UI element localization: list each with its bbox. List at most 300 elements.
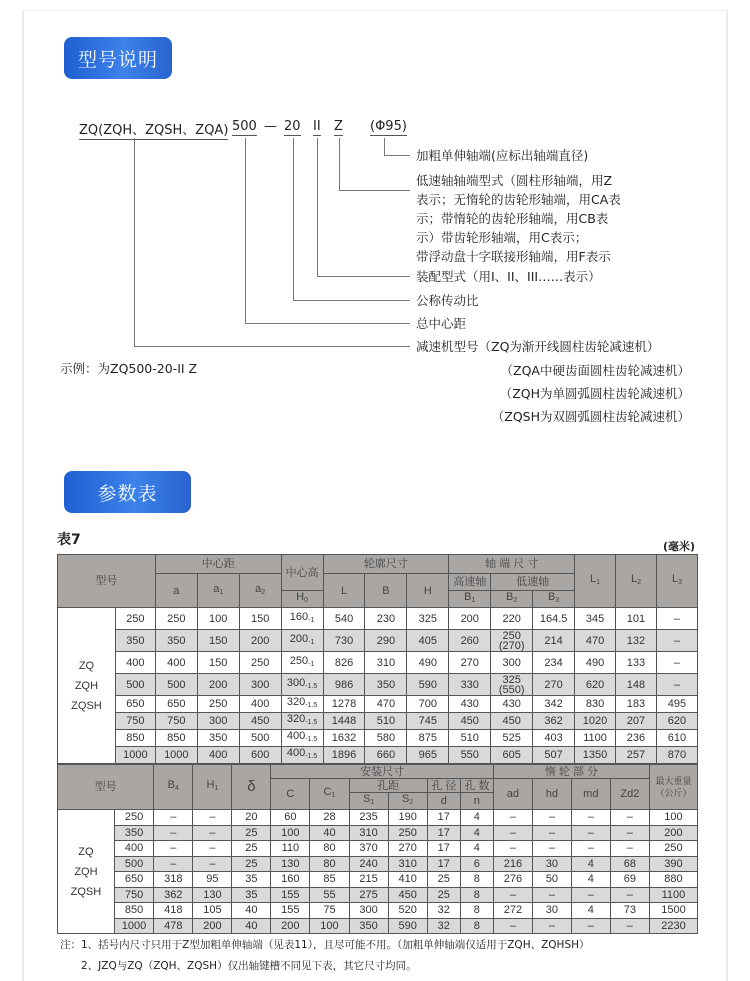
- cell-L3: –: [656, 608, 697, 630]
- cell-hd: 50: [532, 872, 571, 888]
- cell-Zd2: 69: [610, 872, 649, 888]
- cell-w: 2230: [649, 918, 697, 934]
- cell-a: 500: [155, 674, 197, 696]
- cell-size: 400: [114, 841, 153, 857]
- code-diameter: (Φ95): [370, 119, 407, 134]
- unit-label: (毫米): [663, 540, 696, 553]
- connector-line: [384, 155, 410, 156]
- cell-L: 1896: [323, 747, 365, 764]
- cell-md: 4: [571, 872, 610, 888]
- cell-C1: 75: [310, 903, 349, 919]
- cell-delta: 20: [232, 810, 271, 826]
- cell-L: 1632: [323, 730, 365, 747]
- cell-B: 310: [365, 652, 407, 674]
- cell-Zd2: –: [610, 918, 649, 934]
- cell-S2: 250: [388, 825, 427, 841]
- cell-C: 130: [271, 856, 310, 872]
- cell-a1: 150: [197, 652, 239, 674]
- cell-L: 540: [323, 608, 365, 630]
- header-ad: ad: [493, 779, 532, 810]
- example-text: 示例：为ZQ500-20-II Z: [60, 361, 198, 376]
- cell-size: 1000: [115, 747, 155, 764]
- header-md: md: [571, 779, 610, 810]
- cell-a2: 600: [239, 747, 281, 764]
- desc-line: 低速轴轴端型式（圆柱形轴端，用Z: [416, 173, 613, 188]
- cell-S1: 275: [349, 887, 388, 903]
- cell-L: 1448: [323, 713, 365, 730]
- cell-B3: 234: [533, 652, 575, 674]
- cell-B2: 250 (270): [491, 630, 533, 652]
- dimensions-table: [57, 554, 698, 764]
- cell-H1: 130: [193, 887, 232, 903]
- cell-w: 250: [649, 841, 697, 857]
- cell-a1: 100: [197, 608, 239, 630]
- model-name: ZQSH: [70, 885, 102, 898]
- cell-a: 750: [155, 713, 197, 730]
- cell-size: 650: [115, 696, 155, 713]
- cell-H1: –: [193, 810, 232, 826]
- cell-d: 17: [427, 825, 460, 841]
- cell-a2: 150: [239, 608, 281, 630]
- cell-n: 4: [460, 825, 493, 841]
- cell-L: 826: [323, 652, 365, 674]
- table-row: [58, 810, 698, 826]
- cell-B: 350: [365, 674, 407, 696]
- cell-S1: 235: [349, 810, 388, 826]
- cell-size: 400: [115, 652, 155, 674]
- cell-d: 17: [427, 810, 460, 826]
- code-shaft-type: Z: [334, 119, 343, 134]
- connector-line: [245, 323, 410, 324]
- cell-a2: 200: [239, 630, 281, 652]
- cell-H1: –: [193, 841, 232, 857]
- cell-S2: 270: [388, 841, 427, 857]
- cell-md: –: [571, 810, 610, 826]
- cell-B2: 450: [491, 713, 533, 730]
- cell-w: 100: [649, 810, 697, 826]
- cell-B: 230: [365, 608, 407, 630]
- cell-size: 650: [114, 872, 153, 888]
- cell-B4: 478: [154, 918, 193, 934]
- cell-L2: 183: [616, 696, 657, 713]
- model-name: ZQH: [74, 865, 98, 878]
- cell-S1: 215: [349, 872, 388, 888]
- table-row: [58, 825, 698, 841]
- header-zd2: Zd2: [610, 779, 649, 810]
- cell-a2: 400: [239, 696, 281, 713]
- header-H0: $H_0$: [281, 591, 323, 608]
- cell-C: 155: [271, 903, 310, 919]
- cell-L1: 1100: [575, 730, 616, 747]
- cell-w: 390: [649, 856, 697, 872]
- cell-H0: $250_{-1}$: [281, 652, 323, 674]
- cell-B1: 450: [449, 713, 491, 730]
- header-d: d: [427, 793, 460, 810]
- table-row: [58, 696, 698, 713]
- cell-L: 730: [323, 630, 365, 652]
- cell-a1: 150: [197, 630, 239, 652]
- cell-hd: –: [532, 841, 571, 857]
- cell-md: 4: [571, 856, 610, 872]
- cell-H: 490: [407, 652, 449, 674]
- cell-B: 660: [365, 747, 407, 764]
- desc-shaft-type: [416, 171, 621, 266]
- cell-C: 155: [271, 887, 310, 903]
- cell-B: 510: [365, 713, 407, 730]
- cell-B1: 550: [449, 747, 491, 764]
- cell-size: 250: [114, 810, 153, 826]
- cell-a1: 200: [197, 674, 239, 696]
- cell-md: –: [571, 887, 610, 903]
- cell-C1: 40: [310, 825, 349, 841]
- cell-H0: $160_{-1}$: [281, 608, 323, 630]
- cell-B2: 430: [491, 696, 533, 713]
- cell-ad: –: [493, 825, 532, 841]
- cell-H0: $400_{-1.5}$: [281, 747, 323, 764]
- cell-ad: 276: [493, 872, 532, 888]
- cell-L3: 870: [656, 747, 697, 764]
- table-row: [58, 856, 698, 872]
- cell-H1: 105: [193, 903, 232, 919]
- cell-B: 580: [365, 730, 407, 747]
- cell-hd: 30: [532, 903, 571, 919]
- desc-model: 减速机型号（ZQ为渐开线圆柱齿轮减速机）: [416, 339, 660, 354]
- cell-B3: 342: [533, 696, 575, 713]
- cell-H0: $400_{-1.5}$: [281, 730, 323, 747]
- cell-delta: 35: [232, 872, 271, 888]
- cell-a1: 350: [197, 730, 239, 747]
- cell-a2: 450: [239, 713, 281, 730]
- cell-n: 8: [460, 887, 493, 903]
- cell-md: 4: [571, 903, 610, 919]
- cell-hd: –: [532, 825, 571, 841]
- cell-C1: 28: [310, 810, 349, 826]
- cell-Zd2: –: [610, 841, 649, 857]
- cell-L2: 148: [616, 674, 657, 696]
- model-note-zqh: （ZQH为单圆弧圆柱齿轮减速机）: [499, 386, 690, 401]
- cell-S2: 410: [388, 872, 427, 888]
- cell-H1: 95: [193, 872, 232, 888]
- cell-n: 8: [460, 872, 493, 888]
- cell-C: 60: [271, 810, 310, 826]
- cell-L1: 1020: [575, 713, 616, 730]
- desc-assembly: 装配型式（用I、II、III……表示）: [416, 269, 601, 284]
- cell-C1: 100: [310, 918, 349, 934]
- cell-B4: –: [154, 825, 193, 841]
- table-row: [58, 674, 698, 696]
- cell-a: 250: [155, 608, 197, 630]
- cell-size: 250: [115, 608, 155, 630]
- cell-B4: 362: [154, 887, 193, 903]
- header-a1: $a_1$: [197, 574, 239, 608]
- cell-d: 25: [427, 872, 460, 888]
- cell-H0: $320_{-1.5}$: [281, 713, 323, 730]
- cell-C1: 80: [310, 856, 349, 872]
- connector-line: [317, 138, 318, 276]
- cell-a2: 500: [239, 730, 281, 747]
- header-model: 型号: [58, 555, 156, 608]
- connector-line: [293, 138, 294, 300]
- cell-L2: 257: [616, 747, 657, 764]
- note-2: 2、JZQ与ZQ（ZQH、ZQSH）仅出轴键槽不同见下表，其它尺寸均同。: [81, 960, 417, 972]
- cell-w: 200: [649, 825, 697, 841]
- notes: [60, 935, 590, 977]
- cell-S1: 370: [349, 841, 388, 857]
- cell-H0: $200_{-1}$: [281, 630, 323, 652]
- cell-S2: 520: [388, 903, 427, 919]
- cell-B1: 200: [449, 608, 491, 630]
- cell-L: 1278: [323, 696, 365, 713]
- cell-md: –: [571, 841, 610, 857]
- cell-Zd2: 73: [610, 903, 649, 919]
- cell-hd: 30: [532, 856, 571, 872]
- connector-line: [293, 300, 410, 301]
- table-row: [58, 652, 698, 674]
- cell-ad: –: [493, 810, 532, 826]
- connector-line: [245, 138, 246, 323]
- cell-n: 8: [460, 903, 493, 919]
- cell-B2: 325 (550): [491, 674, 533, 696]
- cell-B3: 214: [533, 630, 575, 652]
- cell-d: 32: [427, 903, 460, 919]
- cell-hd: –: [532, 810, 571, 826]
- cell-a2: 300: [239, 674, 281, 696]
- cell-Zd2: –: [610, 810, 649, 826]
- cell-md: –: [571, 825, 610, 841]
- installation-table: [57, 764, 698, 934]
- cell-ad: 216: [493, 856, 532, 872]
- cell-delta: 35: [232, 887, 271, 903]
- cell-Zd2: –: [610, 887, 649, 903]
- table-row: [58, 887, 698, 903]
- table-row: [58, 608, 698, 630]
- cell-B3: 507: [533, 747, 575, 764]
- cell-a: 650: [155, 696, 197, 713]
- cell-w: 1100: [649, 887, 697, 903]
- cell-H1: –: [193, 856, 232, 872]
- cell-d: 25: [427, 887, 460, 903]
- header-model: 型号: [58, 765, 154, 810]
- cell-delta: 25: [232, 841, 271, 857]
- cell-C1: 85: [310, 872, 349, 888]
- cell-ad: –: [493, 841, 532, 857]
- cell-a1: 300: [197, 713, 239, 730]
- cell-B1: 270: [449, 652, 491, 674]
- cell-L2: 133: [616, 652, 657, 674]
- header-L3: $L_3$: [656, 555, 697, 608]
- cell-L: 986: [323, 674, 365, 696]
- code-dash: —: [264, 119, 277, 134]
- section-title-parameters: 参数表: [64, 471, 191, 513]
- header-center-distance: 中心距: [155, 555, 281, 574]
- code-ratio: 20: [284, 119, 301, 134]
- desc-line: 带浮动盘十字联接形轴端，用F表示: [416, 249, 611, 264]
- cell-delta: 25: [232, 856, 271, 872]
- cell-B: 470: [365, 696, 407, 713]
- connector-line: [339, 190, 410, 191]
- desc-line: 示）带齿轮形轴端，用C表示；: [416, 230, 588, 245]
- cell-L3: –: [656, 630, 697, 652]
- header-a: a: [155, 574, 197, 608]
- cell-a: 850: [155, 730, 197, 747]
- code-center-distance: 500: [232, 119, 257, 134]
- cell-L1: 830: [575, 696, 616, 713]
- cell-L1: 345: [575, 608, 616, 630]
- cell-C: 100: [271, 825, 310, 841]
- header-n: n: [460, 793, 493, 810]
- cell-S1: 310: [349, 825, 388, 841]
- header-B2: $B_2$: [491, 591, 533, 608]
- header-B: B: [365, 574, 407, 608]
- cell-delta: 25: [232, 825, 271, 841]
- cell-B1: 260: [449, 630, 491, 652]
- cell-a1: 250: [197, 696, 239, 713]
- cell-d: 17: [427, 856, 460, 872]
- code-model: ZQ(ZQH、ZQSH、ZQA): [79, 119, 228, 140]
- cell-H: 965: [407, 747, 449, 764]
- cell-S1: 240: [349, 856, 388, 872]
- model-name: ZQ: [78, 845, 94, 858]
- desc-line: 表示；无惰轮的齿轮形轴端，用CA表: [416, 192, 621, 207]
- table-row: [58, 730, 698, 747]
- desc-ratio: 公称传动比: [416, 293, 479, 308]
- cell-a: 350: [155, 630, 197, 652]
- cell-B2: 220: [491, 608, 533, 630]
- cell-H: 405: [407, 630, 449, 652]
- cell-B3: 403: [533, 730, 575, 747]
- table-row: [58, 841, 698, 857]
- header-C: C: [271, 779, 310, 810]
- table-title: 表7: [57, 532, 81, 548]
- cell-B2: 300: [491, 652, 533, 674]
- cell-S2: 190: [388, 810, 427, 826]
- code-assembly: II: [313, 119, 321, 134]
- cell-S1: 300: [349, 903, 388, 919]
- cell-size: 1000: [114, 918, 153, 934]
- header-S1: $S_1$: [349, 793, 388, 810]
- cell-B4: –: [154, 841, 193, 857]
- model-name: ZQH: [74, 679, 99, 692]
- cell-B4: –: [154, 856, 193, 872]
- table-row: [58, 630, 698, 652]
- cell-size: 750: [115, 713, 155, 730]
- table-row: [58, 713, 698, 730]
- table-row: [58, 872, 698, 888]
- cell-B3: 362: [533, 713, 575, 730]
- cell-L2: 207: [616, 713, 657, 730]
- cell-B4: 318: [154, 872, 193, 888]
- header-center-height: 中心高: [281, 555, 323, 591]
- desc-center-distance: 总中心距: [416, 316, 467, 331]
- cell-B1: 330: [449, 674, 491, 696]
- cell-L3: –: [656, 674, 697, 696]
- section-title-model-explanation: 型号说明: [64, 37, 172, 79]
- header-shaft-end: 轴 端 尺 寸: [449, 555, 575, 574]
- desc-line: 示；带惰轮的齿轮形轴端，用CB表: [416, 211, 609, 226]
- model-names-cell: [58, 810, 115, 934]
- connector-line: [134, 138, 135, 346]
- connector-line: [134, 346, 410, 347]
- cell-n: 6: [460, 856, 493, 872]
- cell-delta: 40: [232, 903, 271, 919]
- cell-C: 110: [271, 841, 310, 857]
- table-row: [58, 903, 698, 919]
- cell-B: 290: [365, 630, 407, 652]
- cell-L3: 610: [656, 730, 697, 747]
- cell-H1: –: [193, 825, 232, 841]
- cell-a: 400: [155, 652, 197, 674]
- cell-C: 160: [271, 872, 310, 888]
- cell-S2: 450: [388, 887, 427, 903]
- cell-a1: 400: [197, 747, 239, 764]
- cell-a2: 250: [239, 652, 281, 674]
- cell-Zd2: 68: [610, 856, 649, 872]
- connector-line: [339, 138, 340, 190]
- header-idler: 惰 轮 部 分: [493, 765, 649, 779]
- header-hole-num: 孔 数: [460, 779, 493, 793]
- note-1: 注：1、括号内尺寸只用于Z型加粗单伸轴端（见表11），且尽可能不用。（加粗单伸轴端仅适用于ZQH、ZQHSH）: [60, 939, 590, 951]
- cell-L2: 101: [616, 608, 657, 630]
- cell-B4: 418: [154, 903, 193, 919]
- model-note-zqsh: （ZQSH为双圆弧圆柱齿轮减速机）: [491, 409, 690, 424]
- header-B3: $B_3$: [533, 591, 575, 608]
- connector-line: [317, 276, 410, 277]
- cell-a: 1000: [155, 747, 197, 764]
- cell-B2: 605: [491, 747, 533, 764]
- header-H1: $H_1$: [193, 765, 232, 810]
- cell-C1: 55: [310, 887, 349, 903]
- desc-thick-shaft: 加粗单伸轴端(应标出轴端直径): [416, 148, 589, 163]
- header-B1: $B_1$: [449, 591, 491, 608]
- cell-delta: 40: [232, 918, 271, 934]
- cell-ad: –: [493, 887, 532, 903]
- table-row: [58, 747, 698, 764]
- cell-d: 32: [427, 918, 460, 934]
- cell-B3: 164.5: [533, 608, 575, 630]
- cell-L1: 1350: [575, 747, 616, 764]
- cell-L2: 236: [616, 730, 657, 747]
- model-name: ZQ: [78, 659, 95, 672]
- cell-hd: –: [532, 918, 571, 934]
- cell-B1: 430: [449, 696, 491, 713]
- cell-S2: 590: [388, 918, 427, 934]
- cell-H: 745: [407, 713, 449, 730]
- cell-H0: $300_{-1.5}$: [281, 674, 323, 696]
- cell-size: 500: [114, 856, 153, 872]
- header-hole-pitch: 孔距: [349, 779, 427, 793]
- cell-L1: 490: [575, 652, 616, 674]
- cell-n: 8: [460, 918, 493, 934]
- cell-S2: 310: [388, 856, 427, 872]
- cell-hd: –: [532, 887, 571, 903]
- cell-H1: 200: [193, 918, 232, 934]
- cell-d: 17: [427, 841, 460, 857]
- cell-size: 850: [115, 730, 155, 747]
- header-hole-dia: 孔 径: [427, 779, 460, 793]
- header-max-weight: 最大重量 （公斤）: [649, 765, 697, 810]
- cell-H: 590: [407, 674, 449, 696]
- header-hd: hd: [532, 779, 571, 810]
- cell-size: 500: [115, 674, 155, 696]
- header-low-speed: 低速轴: [491, 574, 575, 591]
- model-name: ZQSH: [71, 699, 102, 712]
- cell-B3: 270: [533, 674, 575, 696]
- header-install: 安装尺寸: [271, 765, 494, 779]
- cell-size: 350: [115, 630, 155, 652]
- cell-L3: 495: [656, 696, 697, 713]
- header-outline: 轮廓尺寸: [323, 555, 449, 574]
- cell-ad: –: [493, 918, 532, 934]
